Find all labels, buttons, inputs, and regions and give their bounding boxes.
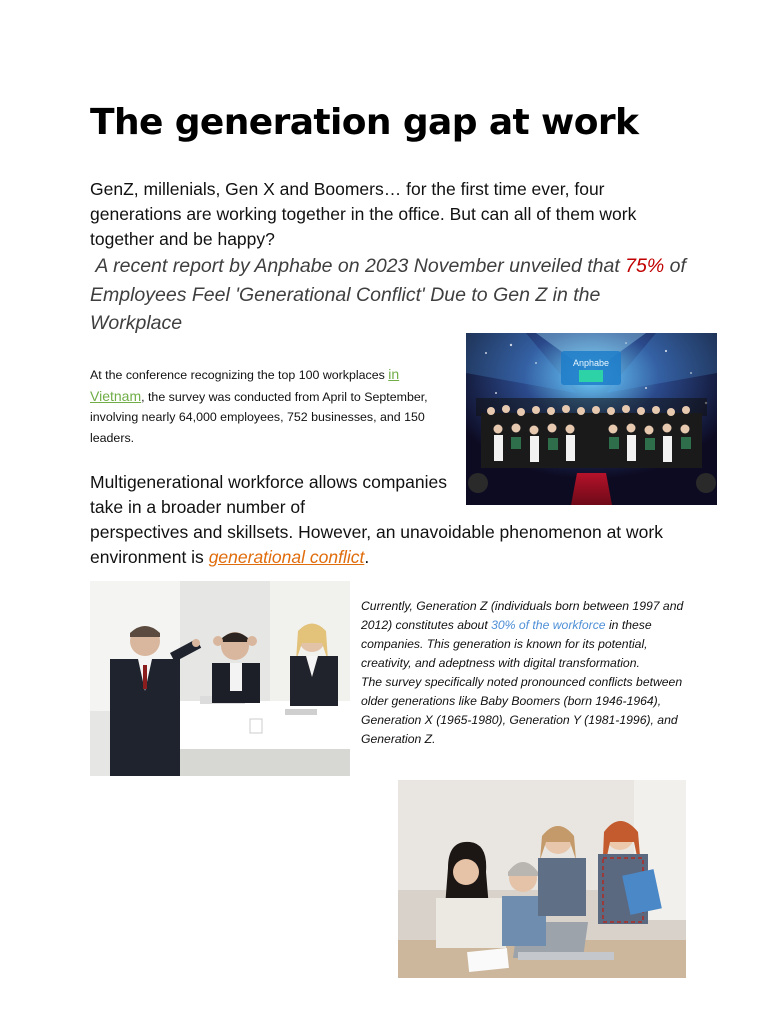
multigen-end: . <box>364 547 370 567</box>
page-title: The generation gap at work <box>90 102 639 143</box>
multigen-text-2: perspectives and skillsets. However, an unavoidable phenomenon at work environment is <box>90 522 663 567</box>
intro-paragraph: GenZ, millenials, Gen X and Boomers… for the first time ever, four generations are working together in the office. But can all of them work together and be happy? <box>90 179 637 249</box>
conference-text-2: , the survey was conducted from April to September, involving nearly 64,000 employees, 752 businesses, and 150 leaders. <box>90 389 428 445</box>
workforce-link[interactable]: 30% of the workforce <box>491 618 606 632</box>
report-headline <box>90 252 690 338</box>
conference-text-1: At the conference recognizing the top 100 workplaces <box>90 368 385 382</box>
headline-percent: 75% <box>625 255 665 277</box>
conference-paragraph <box>90 364 450 448</box>
headline-text-1: A recent report by Anphabe on 2023 November unveiled that <box>95 255 620 277</box>
generational-conflict-link[interactable]: generational conflict <box>208 547 365 567</box>
genz-para-1 <box>361 597 686 673</box>
office-meeting-photo <box>90 581 350 776</box>
genz-text-1: Currently, Generation Z (individuals born between 1997 and 2012) constitutes about <box>361 599 684 632</box>
headline-text-2: of Employees Feel 'Generational Conflict' Due to Gen Z in the Workplace <box>90 255 686 334</box>
multigen-paragraph <box>90 470 690 570</box>
genz-paragraph <box>361 597 686 749</box>
vietnam-link[interactable]: in Vietnam <box>90 366 400 404</box>
stage-logo-text: Anphabe <box>572 358 610 368</box>
multigen-text-1: Multigenerational workforce allows companies take in a broader number of <box>90 472 447 517</box>
genz-para-2: The survey specifically noted pronounced conflicts between older generations like Baby Boomers (born 1946-1964), Generation X (1965-1980), Generation Y (1981-1996), and Generation Z. <box>361 675 683 746</box>
genz-text-2: in these companies. This generation is known for its potential, creativity, and adeptness with digital transformation. <box>361 618 652 670</box>
women-laptop-photo <box>398 780 686 978</box>
